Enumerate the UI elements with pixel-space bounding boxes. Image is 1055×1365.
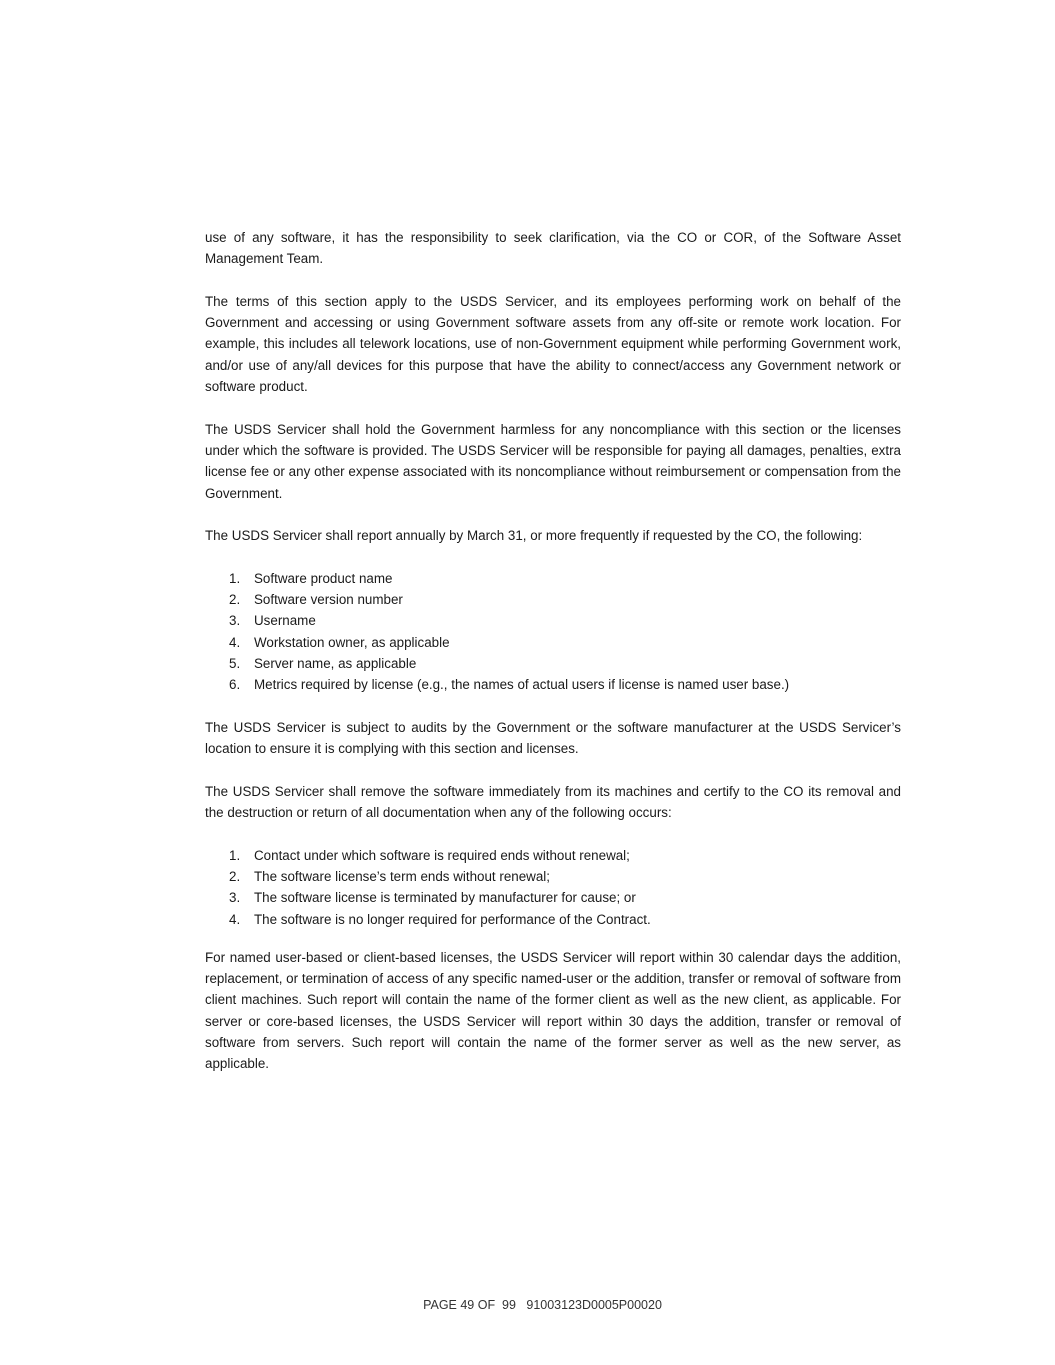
paragraph-removal: The USDS Servicer shall remove the software immediately from its machines and certify to the CO its removal and the destruction or return of all documentation when any of the following occurs: (205, 783, 901, 821)
list-item-text: Workstation owner, as applicable (254, 634, 450, 650)
page-footer: PAGE 49 OF 99 91003123D0005P00020 (423, 1298, 662, 1312)
list-item-text: Contact under which software is required ends without renewal; (254, 847, 630, 863)
list-item-number: 2. (229, 868, 241, 884)
list-item-text: Software product name (254, 570, 393, 586)
document-body (205, 227, 901, 1075)
paragraph-named-user-reporting: For named user-based or client-based licenses, the USDS Servicer will report within 30 calendar days the addition, replacement, or termination of access of any specific named-user or the addition, transfer or removal of software from client machines. Such report will contain the name of the former client as well as the new client, as applicable. For server or core-based licenses, the USDS Servicer will report within 30 days the addition, transfer or removal of software from servers. Such report will contain the name of the former server as well as the new server, as applicable. (205, 949, 901, 1072)
paragraph-clarification: use of any software, it has the responsibility to seek clarification, via the CO or COR, of the Software Asset Management Team. (205, 230, 901, 267)
paragraph-annual-report: The USDS Servicer shall report annually by March 31, or more frequently if requested by the CO, the following: (205, 528, 863, 544)
list-item-number: 1. (229, 570, 241, 586)
list-item-number: 4. (229, 911, 241, 927)
paragraph-audits: The USDS Servicer is subject to audits by the Government or the software manufacturer at the USDS Servicer’s location to ensure it is complying with this section and licenses. (205, 719, 901, 757)
list-item (205, 610, 901, 631)
removal-conditions-list (205, 845, 901, 930)
list-item (205, 653, 901, 674)
list-item (205, 632, 901, 653)
list-item-number: 2. (229, 592, 241, 608)
list-item-number: 4. (229, 634, 241, 650)
list-item-number: 3. (229, 613, 241, 629)
list-item-number: 1. (229, 847, 241, 863)
list-item-number: 5. (229, 655, 241, 671)
report-items-list (205, 568, 901, 696)
paragraph-hold-harmless: The USDS Servicer shall hold the Government harmless for any noncompliance with this section or the licenses under which the software is provided. The USDS Servicer will be responsible for paying all damages, penalties, extra license fee or any other expense associated with its noncompliance without reimbursement or compensation from the Government. (205, 421, 901, 501)
list-item-text: Metrics required by license (e.g., the names of actual users if license is named user base.) (254, 677, 790, 693)
list-item-text: The software is no longer required for performance of the Contract. (254, 911, 651, 927)
list-item (205, 866, 901, 887)
list-item-text: The software license is terminated by manufacturer for cause; or (254, 890, 636, 906)
paragraph-terms-scope: The terms of this section apply to the USDS Servicer, and its employees performing work on behalf of the Government and accessing or using Government software assets from any off-site or remote work location. For example, this includes all telework locations, use of non-Government equipment while performing Government work, and/or use of any/all devices for this purpose that have the ability to connect/access any Government network or software product. (205, 293, 901, 395)
list-item (205, 909, 901, 930)
list-item-number: 3. (229, 890, 241, 906)
list-item (205, 568, 901, 589)
list-item (205, 887, 901, 908)
list-item (205, 589, 901, 610)
list-item (205, 845, 901, 866)
list-item-number: 6. (229, 677, 241, 693)
list-item-text: Software version number (254, 592, 403, 608)
list-item-text: Username (254, 613, 316, 629)
list-item-text: Server name, as applicable (254, 655, 417, 671)
list-item-text: The software license’s term ends without renewal; (254, 868, 550, 884)
list-item (205, 674, 901, 695)
